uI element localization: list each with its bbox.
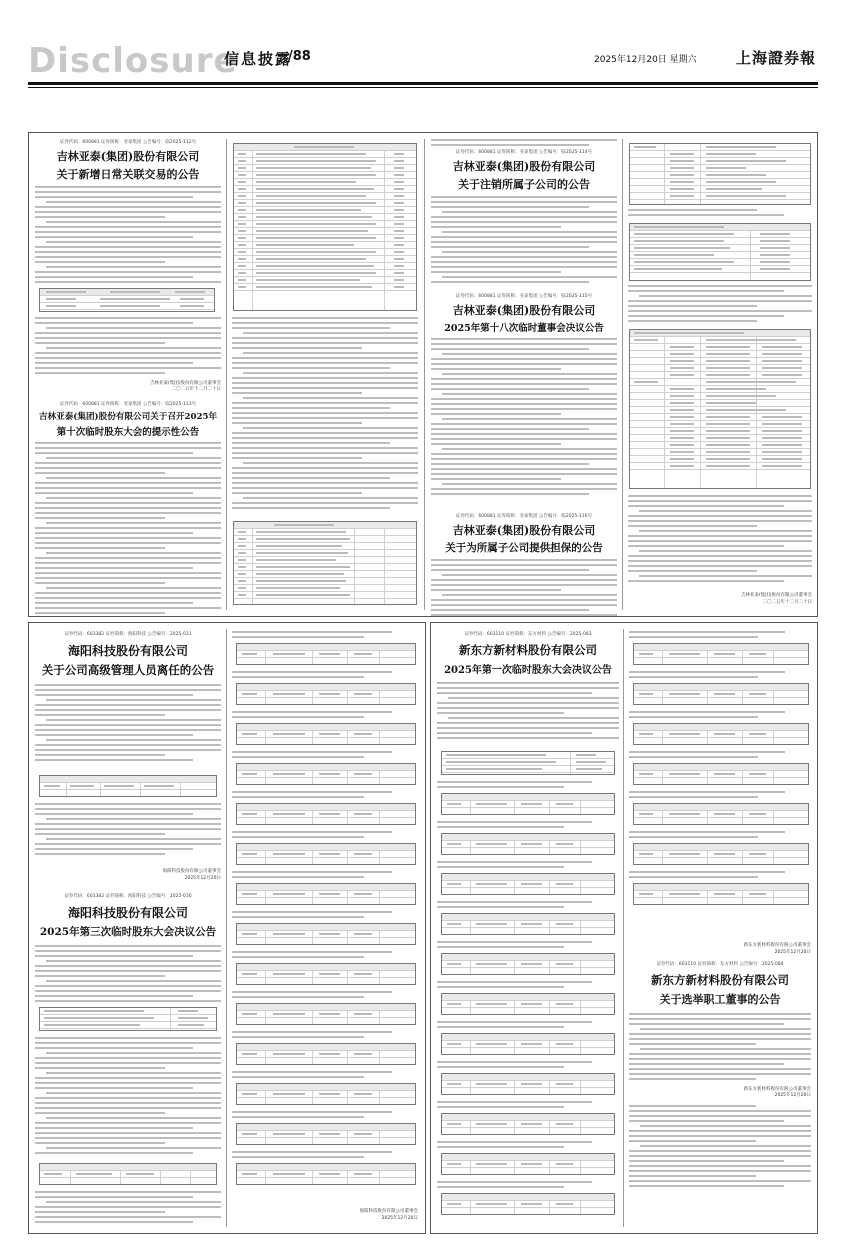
announcement-haiyang-meeting <box>35 893 221 1007</box>
vote-item-title <box>232 951 420 961</box>
vote-result-table <box>441 1153 615 1175</box>
vote-item-title <box>232 671 420 681</box>
announcement-body <box>628 209 812 219</box>
vote-item-title <box>437 981 619 991</box>
vote-item-title <box>437 901 619 911</box>
signature-date: 2025年12月20日 <box>774 950 811 955</box>
announcement-headline: 2025年第十八次临时董事会决议公告 <box>444 323 604 334</box>
announcement-body <box>232 317 418 515</box>
signature: 海阳科技股份有限公司董事会 <box>162 869 221 874</box>
vote-item-title <box>437 1181 619 1191</box>
vote-item-title <box>629 671 813 681</box>
announcement-body <box>629 1013 811 1087</box>
panel-jilin-yatai <box>28 132 818 617</box>
vote-item-title <box>437 1061 619 1071</box>
signature: 吉林亚泰(集团)股份有限公司董事会 <box>740 593 812 598</box>
column-divider <box>226 629 227 1227</box>
announcement-jilin-guarantee <box>431 513 617 619</box>
announcement-haiyang-resign <box>35 631 221 764</box>
announcement-codes: 证券代码：603110 证券简称：东方材料 公告编号：2025-084 <box>656 962 784 967</box>
vote-results-column <box>437 781 619 1227</box>
vote-result-table <box>236 643 416 665</box>
announcement-body <box>35 945 221 1007</box>
vote-item-title <box>232 1031 420 1041</box>
masthead <box>28 42 818 80</box>
newspaper-name: 上海證券報 <box>736 49 817 67</box>
announcement-jilin-board <box>431 293 617 498</box>
signature-date: 2025年12月20日 <box>774 1093 811 1098</box>
panel-xindongfang <box>430 622 818 1234</box>
announcement-codes: 证券代码：603110 证券简称：东方材料 公告编号：2025-083 <box>464 632 592 637</box>
vote-result-table <box>236 1083 416 1105</box>
vote-item-title <box>437 781 619 791</box>
vote-item-title <box>232 1151 420 1161</box>
announcement-headline: 关于新增日常关联交易的公告 <box>56 168 200 181</box>
company-name: 吉林亚泰(集团)股份有限公司 <box>56 150 200 163</box>
announcement-body <box>35 442 221 620</box>
page-number: /88 <box>288 49 311 64</box>
vote-result-table <box>441 833 615 855</box>
announcement-headline: 关于公司高级管理人员离任的公告 <box>41 663 215 677</box>
announcement-body <box>629 1105 811 1195</box>
panel-haiyang <box>28 622 426 1234</box>
vote-result-table <box>236 1163 416 1185</box>
announcement-headline: 第十次临时股东大会的提示性公告 <box>56 427 200 438</box>
vote-item-title <box>437 1021 619 1031</box>
vote-result-table <box>633 763 809 785</box>
company-name: 吉林亚泰(集团)股份有限公司关于召开2025年 <box>38 412 218 422</box>
announcement-body <box>431 139 617 149</box>
vote-item-title <box>232 1071 420 1081</box>
vote-result-table <box>633 843 809 865</box>
announcement-body <box>35 317 221 377</box>
announcement-xdf-director <box>629 961 811 1195</box>
signature: 海阳科技股份有限公司董事会 <box>359 1209 418 1214</box>
announcement-jilin-deregister <box>431 139 617 284</box>
vote-item-title <box>629 751 813 761</box>
announcement-headline: 2025年第一次临时股东大会决议公告 <box>444 665 612 676</box>
brand-logo: Disclosure <box>28 41 238 81</box>
masthead-rule <box>28 82 818 85</box>
signature-date: 2025年12月20日 <box>184 876 221 881</box>
vote-result-table <box>441 953 615 975</box>
announcement-body <box>431 338 617 498</box>
announcement-codes: 证券代码：603382 证券简称：海阳科技 公告编号：2025-030 <box>64 894 192 899</box>
announcement-xdf-meeting <box>437 631 619 742</box>
vote-result-table <box>39 1163 217 1185</box>
vote-result-table <box>236 683 416 705</box>
company-name: 海阳科技股份有限公司 <box>67 644 188 658</box>
section-title: 信息披露 <box>224 50 293 68</box>
vote-item-title <box>232 831 420 841</box>
vote-item-title <box>437 1141 619 1151</box>
company-name: 吉林亚泰(集团)股份有限公司 <box>452 160 596 173</box>
announcement-body <box>431 196 617 284</box>
column-divider <box>623 629 624 1227</box>
signature: 新东方新材料股份有限公司董事会 <box>743 943 811 948</box>
announcement-body <box>35 186 221 284</box>
voting-table <box>233 521 417 605</box>
signature-date: 二〇二五年十二月二十日 <box>171 387 221 392</box>
announcement-codes: 证券代码：603382 证券简称：海阳科技 公告编号：2025-031 <box>64 632 192 637</box>
vote-result-table <box>441 873 615 895</box>
signature-date: 2025年12月20日 <box>381 1216 418 1221</box>
vote-result-table <box>236 843 416 865</box>
company-name: 吉林亚泰(集团)股份有限公司 <box>452 524 596 537</box>
vote-result-table <box>236 1003 416 1025</box>
proposal-table <box>233 143 417 311</box>
guarantee-detail-table <box>629 329 811 489</box>
company-name: 新东方新材料股份有限公司 <box>651 973 789 987</box>
vote-result-table <box>441 913 615 935</box>
signature: 新东方新材料股份有限公司董事会 <box>743 1087 811 1092</box>
subsidiary-info-table <box>629 143 811 205</box>
vote-result-table <box>633 803 809 825</box>
vote-item-title <box>437 1101 619 1111</box>
announcement-codes: 证券代码：600881 证券简称：亚泰集团 公告编号：临2025-113号 <box>59 402 197 407</box>
announcement-body <box>35 1037 221 1157</box>
announcement-jilin-related <box>35 139 221 284</box>
announcement-codes: 证券代码：600881 证券简称：亚泰集团 公告编号：临2025-114号 <box>455 150 593 155</box>
announcement-jilin-meeting <box>35 401 221 620</box>
announcement-headline: 2025年第三次临时股东大会决议公告 <box>39 926 217 938</box>
announcement-headline: 关于注销所属子公司的公告 <box>458 178 590 191</box>
column-divider <box>424 139 425 610</box>
vote-item-title <box>232 631 420 641</box>
vote-item-title <box>232 791 420 801</box>
vote-result-table <box>633 883 809 905</box>
vote-item-title <box>629 631 813 641</box>
vote-item-title <box>437 941 619 951</box>
vote-result-table <box>236 723 416 745</box>
vote-results-column <box>232 631 420 1227</box>
announcement-body <box>35 684 221 764</box>
vote-result-table <box>441 1033 615 1055</box>
vote-result-table <box>441 1193 615 1215</box>
vote-result-table <box>236 1043 416 1065</box>
vote-item-title <box>437 861 619 871</box>
signature: 吉林亚泰(集团)股份有限公司董事会 <box>149 381 221 386</box>
announcement-codes: 证券代码：600881 证券简称：亚泰集团 公告编号：临2025-112号 <box>59 140 197 145</box>
vote-result-table <box>441 1113 615 1135</box>
announcement-body <box>431 559 617 619</box>
vote-item-title <box>232 871 420 881</box>
vote-result-table <box>633 683 809 705</box>
announcement-codes: 证券代码：600881 证券简称：亚泰集团 公告编号：临2025-115号 <box>455 294 593 299</box>
vote-item-title <box>629 831 813 841</box>
company-name: 海阳科技股份有限公司 <box>67 906 188 920</box>
resignation-table <box>39 775 217 797</box>
column-divider <box>622 139 623 610</box>
vote-result-table <box>236 923 416 945</box>
announcement-body <box>628 495 812 585</box>
announcement-body <box>35 803 221 863</box>
vote-result-table <box>236 963 416 985</box>
vote-result-table <box>236 803 416 825</box>
vote-result-table <box>441 793 615 815</box>
vote-item-title <box>629 791 813 801</box>
announcement-body <box>35 1191 221 1227</box>
vote-result-table <box>236 883 416 905</box>
issue-date: 2025年12月20日 星期六 <box>594 55 697 65</box>
vote-result-table <box>236 1123 416 1145</box>
column-divider <box>226 139 227 610</box>
vote-result-table <box>441 993 615 1015</box>
vote-result-table <box>633 643 809 665</box>
masthead-rule-thin <box>28 87 818 88</box>
company-name: 新东方新材料股份有限公司 <box>459 643 597 657</box>
vote-result-table <box>236 763 416 785</box>
announcement-codes: 证券代码：600881 证券简称：亚泰集团 公告编号：临2025-116号 <box>455 514 593 519</box>
company-name: 吉林亚泰(集团)股份有限公司 <box>452 304 596 317</box>
vote-result-table <box>441 1073 615 1095</box>
guarantee-summary-table <box>629 223 811 281</box>
vote-item-title <box>629 871 813 881</box>
vote-item-title <box>232 991 420 1001</box>
vote-result-table <box>633 723 809 745</box>
attendance-table <box>441 751 615 775</box>
vote-item-title <box>437 821 619 831</box>
attendance-table <box>39 1007 217 1031</box>
announcement-headline: 关于为所属子公司提供担保的公告 <box>445 542 603 554</box>
vote-item-title <box>232 711 420 721</box>
vote-results-column <box>629 631 813 941</box>
announcement-headline: 关于选举职工董事的公告 <box>659 993 781 1006</box>
vote-item-title <box>232 1111 420 1121</box>
signature-date: 二〇二五年十二月二十日 <box>762 600 812 605</box>
vote-item-title <box>232 751 420 761</box>
vote-item-title <box>232 911 420 921</box>
vote-item-title <box>629 711 813 721</box>
announcement-body <box>437 682 619 742</box>
announcement-body <box>628 285 812 325</box>
related-transaction-table <box>39 288 215 312</box>
